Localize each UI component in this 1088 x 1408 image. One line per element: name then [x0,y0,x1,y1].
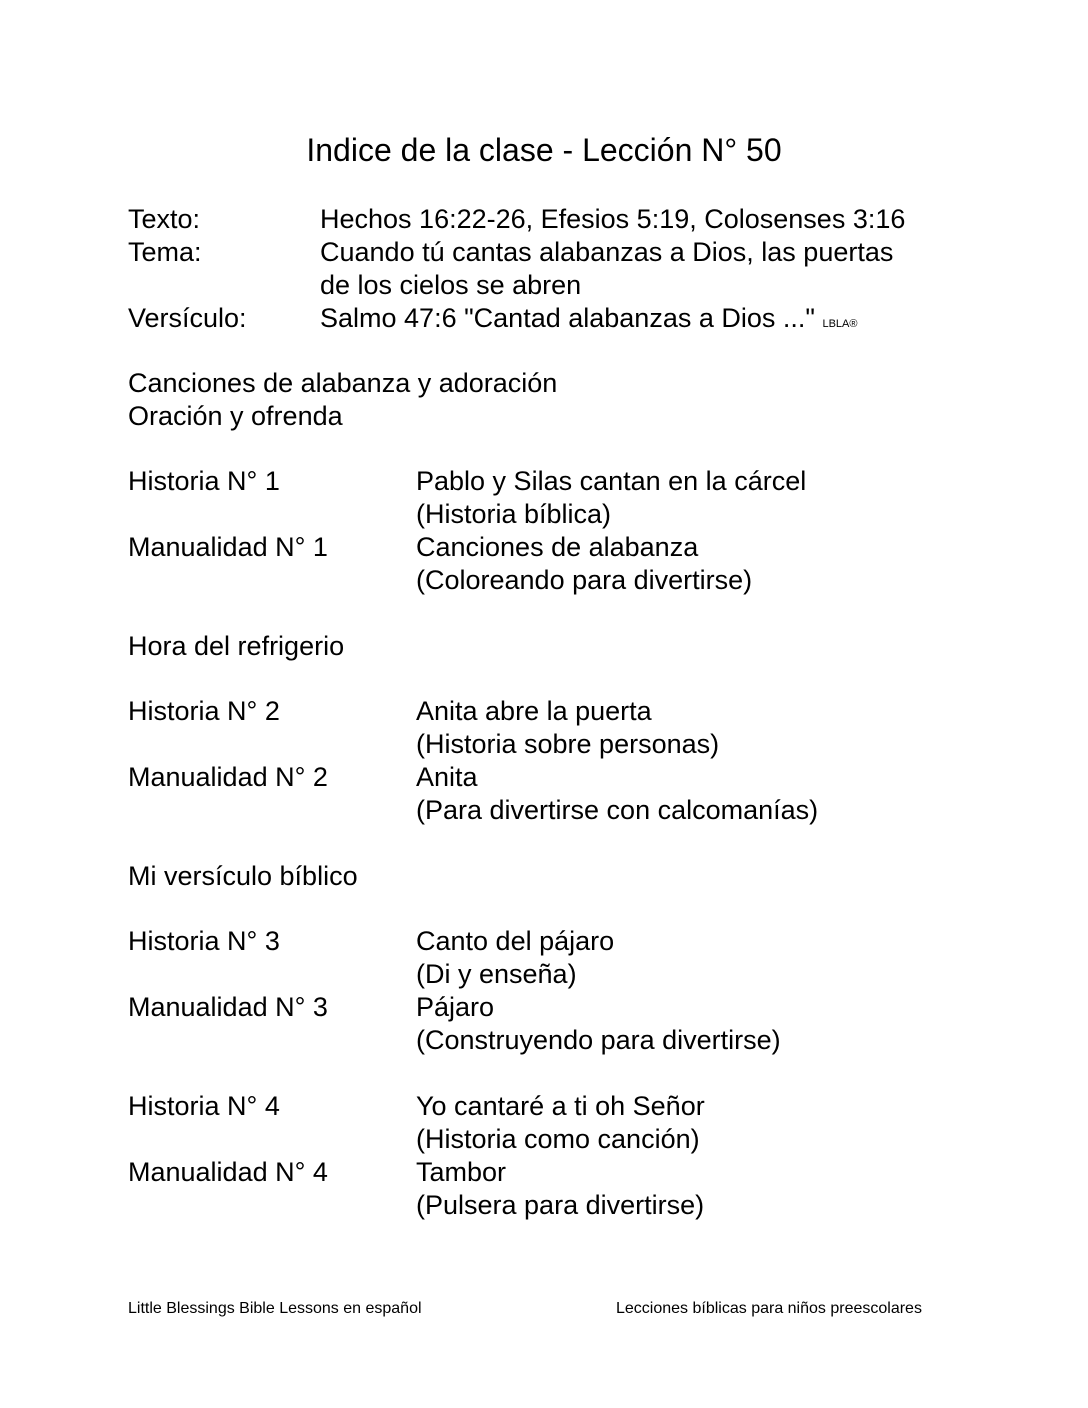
manualidad-value-4 [416,1156,988,1222]
historia-label-3: Historia N° 3 [128,926,280,956]
manualidad-title-1: Canciones de alabanza [416,532,699,562]
historia-title-3: Canto del pájaro [416,926,615,956]
historia-title-1: Pablo y Silas cantan en la cárcel [416,466,807,496]
manualidad-sub-1: (Coloreando para divertirse) [416,565,753,595]
historia-row-3 [128,925,988,991]
tema-label: Tema: [128,237,202,267]
footer-left: Little Blessings Bible Lessons en español [128,1300,422,1317]
manualidad-row-1 [128,531,988,597]
versiculo-source: LBLA® [822,318,858,330]
lesson-meta [128,203,988,341]
versiculo-value [320,302,988,341]
manualidad-label-2: Manualidad N° 2 [128,762,328,792]
schedule-group-1 [128,465,988,597]
historia-sub-3: (Di y enseña) [416,959,577,989]
schedule-group-3 [128,925,988,1057]
versiculo-text: Salmo 47:6 "Cantad alabanzas a Dios ..." [320,303,815,333]
footer-right: Lecciones bíblicas para niños preescolares [616,1300,922,1317]
manualidad-value-3 [416,991,988,1057]
opening-line-1: Canciones de alabanza y adoración [128,368,558,398]
historia-sub-2: (Historia sobre personas) [416,729,720,759]
tema-row [128,236,988,302]
manualidad-sub-3: (Construyendo para divertirse) [416,1025,781,1055]
manualidad-title-2: Anita [416,762,478,792]
versiculo-row [128,302,988,341]
historia-sub-1: (Historia bíblica) [416,499,612,529]
manualidad-sub-2: (Para divertirse con calcomanías) [416,795,819,825]
texto-label: Texto: [128,204,201,234]
texto-value: Hechos 16:22-26, Efesios 5:19, Colosenses 3:16 [320,204,906,234]
texto-row [128,203,988,236]
historia-value-2 [416,695,988,761]
opening-line-2: Oración y ofrenda [128,401,343,431]
manualidad-sub-4: (Pulsera para divertirse) [416,1190,705,1220]
schedule-group-2 [128,695,988,827]
historia-label-1: Historia N° 1 [128,466,280,496]
historia-value-3 [416,925,988,991]
historia-row-4 [128,1090,988,1156]
opening-section [128,367,988,433]
manualidad-label-4: Manualidad N° 4 [128,1157,328,1187]
historia-row-2 [128,695,988,761]
historia-value-1 [416,465,988,531]
page-title: Indice de la clase - Lección N° 50 [306,132,782,168]
tema-value [320,236,988,302]
historia-title-2: Anita abre la puerta [416,696,652,726]
manualidad-value-1 [416,531,988,597]
historia-title-4: Yo cantaré a ti oh Señor [416,1091,705,1121]
manualidad-row-3 [128,991,988,1057]
tema-line-1: Cuando tú cantas alabanzas a Dios, las puertas [320,237,894,267]
manualidad-label-3: Manualidad N° 3 [128,992,328,1022]
manualidad-title-4: Tambor [416,1157,507,1187]
historia-row-1 [128,465,988,531]
historia-label-2: Historia N° 2 [128,696,280,726]
historia-value-4 [416,1090,988,1156]
schedule-group-4 [128,1090,988,1222]
break-versiculo: Mi versículo bíblico [128,861,358,891]
historia-label-4: Historia N° 4 [128,1091,280,1121]
historia-sub-4: (Historia como canción) [416,1124,700,1154]
manualidad-value-2 [416,761,988,827]
manualidad-label-1: Manualidad N° 1 [128,532,328,562]
manualidad-row-2 [128,761,988,827]
tema-line-2: de los cielos se abren [320,270,582,300]
manualidad-title-3: Pájaro [416,992,495,1022]
manualidad-row-4 [128,1156,988,1222]
break-refrigerio: Hora del refrigerio [128,631,345,661]
versiculo-label: Versículo: [128,303,247,333]
